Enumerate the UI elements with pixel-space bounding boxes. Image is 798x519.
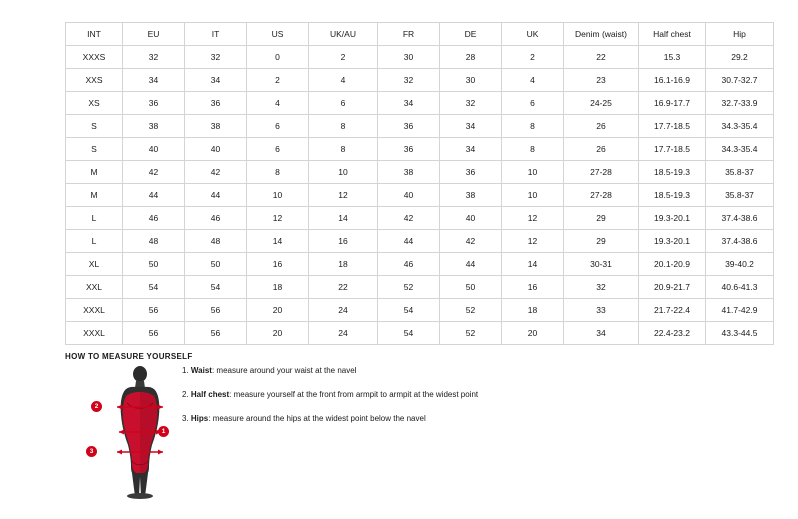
cell-it: 42 — [185, 161, 247, 184]
cell-it: 46 — [185, 207, 247, 230]
cell-uk-au: 16 — [309, 230, 378, 253]
cell-denim-waist: 33 — [564, 299, 639, 322]
cell-fr: 36 — [378, 138, 440, 161]
cell-half-chest: 22.4-23.2 — [639, 322, 706, 345]
size-table-container — [65, 22, 758, 345]
cell-fr: 44 — [378, 230, 440, 253]
table-row — [66, 46, 774, 69]
cell-hip: 43.3-44.5 — [706, 322, 774, 345]
cell-us: 6 — [247, 115, 309, 138]
cell-uk-au: 22 — [309, 276, 378, 299]
cell-eu: 32 — [123, 46, 185, 69]
cell-int: XS — [66, 92, 123, 115]
cell-uk: 10 — [502, 161, 564, 184]
cell-fr: 32 — [378, 69, 440, 92]
table-row — [66, 138, 774, 161]
table-row — [66, 92, 774, 115]
cell-half-chest: 19.3-20.1 — [639, 230, 706, 253]
cell-half-chest: 15.3 — [639, 46, 706, 69]
table-row — [66, 276, 774, 299]
cell-uk: 20 — [502, 322, 564, 345]
cell-de: 32 — [440, 92, 502, 115]
cell-uk: 14 — [502, 253, 564, 276]
column-header-denim-waist: Denim (waist) — [564, 23, 639, 46]
cell-us: 16 — [247, 253, 309, 276]
cell-us: 20 — [247, 299, 309, 322]
cell-de: 34 — [440, 138, 502, 161]
cell-eu: 40 — [123, 138, 185, 161]
column-header-hip: Hip — [706, 23, 774, 46]
size-conversion-table — [65, 22, 774, 345]
cell-fr: 36 — [378, 115, 440, 138]
cell-denim-waist: 23 — [564, 69, 639, 92]
cell-uk-au: 4 — [309, 69, 378, 92]
cell-uk-au: 8 — [309, 138, 378, 161]
cell-hip: 39-40.2 — [706, 253, 774, 276]
cell-hip: 34.3-35.4 — [706, 138, 774, 161]
table-row — [66, 230, 774, 253]
cell-fr: 42 — [378, 207, 440, 230]
cell-half-chest: 20.9-21.7 — [639, 276, 706, 299]
column-header-uk: UK — [502, 23, 564, 46]
cell-it: 48 — [185, 230, 247, 253]
table-row — [66, 115, 774, 138]
cell-uk: 6 — [502, 92, 564, 115]
cell-denim-waist: 26 — [564, 138, 639, 161]
column-header-int: INT — [66, 23, 123, 46]
item-term: Half chest — [190, 390, 230, 399]
cell-fr: 54 — [378, 299, 440, 322]
cell-uk-au: 12 — [309, 184, 378, 207]
item-number: 3. — [182, 414, 189, 423]
cell-us: 6 — [247, 138, 309, 161]
cell-half-chest: 16.1-16.9 — [639, 69, 706, 92]
cell-de: 50 — [440, 276, 502, 299]
column-header-uk-au: UK/AU — [309, 23, 378, 46]
cell-half-chest: 19.3-20.1 — [639, 207, 706, 230]
cell-half-chest: 17.7-18.5 — [639, 138, 706, 161]
item-text: : measure around your waist at the navel — [211, 366, 357, 375]
cell-uk: 16 — [502, 276, 564, 299]
cell-denim-waist: 29 — [564, 230, 639, 253]
cell-it: 36 — [185, 92, 247, 115]
cell-hip: 41.7-42.9 — [706, 299, 774, 322]
cell-int: XXXL — [66, 322, 123, 345]
list-item — [182, 390, 612, 400]
column-header-it: IT — [185, 23, 247, 46]
cell-fr: 52 — [378, 276, 440, 299]
cell-hip: 29.2 — [706, 46, 774, 69]
cell-int: XXXL — [66, 299, 123, 322]
cell-de: 40 — [440, 207, 502, 230]
cell-hip: 32.7-33.9 — [706, 92, 774, 115]
badge-half-chest: 2 — [91, 401, 102, 412]
cell-hip: 40.6-41.3 — [706, 276, 774, 299]
cell-denim-waist: 32 — [564, 276, 639, 299]
cell-denim-waist: 24-25 — [564, 92, 639, 115]
cell-eu: 50 — [123, 253, 185, 276]
item-term: Hips — [190, 414, 209, 423]
cell-us: 8 — [247, 161, 309, 184]
cell-it: 34 — [185, 69, 247, 92]
cell-half-chest: 18.5-19.3 — [639, 161, 706, 184]
cell-de: 52 — [440, 322, 502, 345]
cell-eu: 56 — [123, 322, 185, 345]
item-text: : measure yourself at the front from armpit to armpit at the widest point — [229, 390, 479, 399]
cell-denim-waist: 30-31 — [564, 253, 639, 276]
list-item — [182, 366, 612, 376]
badge-waist: 1 — [158, 426, 169, 437]
column-header-us: US — [247, 23, 309, 46]
cell-it: 32 — [185, 46, 247, 69]
cell-int: L — [66, 230, 123, 253]
cell-hip: 37.4-38.6 — [706, 207, 774, 230]
cell-denim-waist: 34 — [564, 322, 639, 345]
table-row — [66, 322, 774, 345]
table-row — [66, 207, 774, 230]
cell-eu: 54 — [123, 276, 185, 299]
item-number: 2. — [182, 390, 189, 399]
cell-us: 10 — [247, 184, 309, 207]
cell-de: 52 — [440, 299, 502, 322]
cell-hip: 35.8-37 — [706, 184, 774, 207]
cell-uk: 12 — [502, 230, 564, 253]
cell-de: 30 — [440, 69, 502, 92]
how-to-measure-title: HOW TO MEASURE YOURSELF — [65, 352, 193, 361]
cell-de: 28 — [440, 46, 502, 69]
measurement-figure — [89, 365, 185, 500]
cell-denim-waist: 22 — [564, 46, 639, 69]
cell-int: XL — [66, 253, 123, 276]
cell-it: 40 — [185, 138, 247, 161]
cell-us: 18 — [247, 276, 309, 299]
cell-hip: 30.7-32.7 — [706, 69, 774, 92]
cell-us: 4 — [247, 92, 309, 115]
cell-us: 20 — [247, 322, 309, 345]
cell-denim-waist: 26 — [564, 115, 639, 138]
item-text: : measure around the hips at the widest point below the navel — [208, 414, 426, 423]
cell-int: XXL — [66, 276, 123, 299]
cell-int: M — [66, 184, 123, 207]
cell-int: S — [66, 115, 123, 138]
cell-de: 36 — [440, 161, 502, 184]
cell-uk-au: 10 — [309, 161, 378, 184]
cell-int: XXXS — [66, 46, 123, 69]
cell-uk: 10 — [502, 184, 564, 207]
column-header-half-chest: Half chest — [639, 23, 706, 46]
cell-uk: 8 — [502, 138, 564, 161]
cell-uk-au: 24 — [309, 299, 378, 322]
cell-fr: 34 — [378, 92, 440, 115]
cell-uk: 18 — [502, 299, 564, 322]
item-number: 1. — [182, 366, 189, 375]
cell-uk: 12 — [502, 207, 564, 230]
cell-us: 14 — [247, 230, 309, 253]
cell-it: 50 — [185, 253, 247, 276]
table-row — [66, 69, 774, 92]
cell-int: XXS — [66, 69, 123, 92]
cell-hip: 35.8-37 — [706, 161, 774, 184]
cell-fr: 38 — [378, 161, 440, 184]
cell-fr: 40 — [378, 184, 440, 207]
cell-it: 54 — [185, 276, 247, 299]
cell-int: S — [66, 138, 123, 161]
cell-eu: 56 — [123, 299, 185, 322]
column-header-fr: FR — [378, 23, 440, 46]
cell-de: 38 — [440, 184, 502, 207]
cell-uk-au: 18 — [309, 253, 378, 276]
column-header-eu: EU — [123, 23, 185, 46]
how-to-measure-list — [182, 366, 612, 438]
table-header-row — [66, 23, 774, 46]
table-row — [66, 253, 774, 276]
cell-us: 2 — [247, 69, 309, 92]
cell-fr: 30 — [378, 46, 440, 69]
cell-eu: 46 — [123, 207, 185, 230]
cell-half-chest: 20.1-20.9 — [639, 253, 706, 276]
cell-uk-au: 14 — [309, 207, 378, 230]
cell-de: 44 — [440, 253, 502, 276]
cell-uk-au: 6 — [309, 92, 378, 115]
cell-de: 34 — [440, 115, 502, 138]
cell-us: 12 — [247, 207, 309, 230]
cell-uk: 4 — [502, 69, 564, 92]
table-row — [66, 299, 774, 322]
cell-int: M — [66, 161, 123, 184]
column-header-de: DE — [440, 23, 502, 46]
cell-hip: 37.4-38.6 — [706, 230, 774, 253]
cell-it: 44 — [185, 184, 247, 207]
cell-eu: 48 — [123, 230, 185, 253]
cell-half-chest: 18.5-19.3 — [639, 184, 706, 207]
cell-it: 56 — [185, 322, 247, 345]
cell-fr: 54 — [378, 322, 440, 345]
cell-eu: 36 — [123, 92, 185, 115]
badge-hips: 3 — [86, 446, 97, 457]
cell-it: 38 — [185, 115, 247, 138]
cell-uk-au: 2 — [309, 46, 378, 69]
cell-half-chest: 17.7-18.5 — [639, 115, 706, 138]
cell-half-chest: 21.7-22.4 — [639, 299, 706, 322]
cell-denim-waist: 27-28 — [564, 184, 639, 207]
cell-uk-au: 8 — [309, 115, 378, 138]
cell-denim-waist: 29 — [564, 207, 639, 230]
cell-eu: 42 — [123, 161, 185, 184]
cell-us: 0 — [247, 46, 309, 69]
cell-half-chest: 16.9-17.7 — [639, 92, 706, 115]
cell-eu: 38 — [123, 115, 185, 138]
table-row — [66, 184, 774, 207]
cell-hip: 34.3-35.4 — [706, 115, 774, 138]
cell-uk-au: 24 — [309, 322, 378, 345]
table-row — [66, 161, 774, 184]
item-term: Waist — [190, 366, 212, 375]
cell-denim-waist: 27-28 — [564, 161, 639, 184]
cell-int: L — [66, 207, 123, 230]
cell-uk: 8 — [502, 115, 564, 138]
cell-de: 42 — [440, 230, 502, 253]
cell-it: 56 — [185, 299, 247, 322]
list-item — [182, 414, 612, 424]
mannequin-illustration — [95, 365, 185, 500]
cell-fr: 46 — [378, 253, 440, 276]
cell-eu: 34 — [123, 69, 185, 92]
cell-eu: 44 — [123, 184, 185, 207]
cell-uk: 2 — [502, 46, 564, 69]
